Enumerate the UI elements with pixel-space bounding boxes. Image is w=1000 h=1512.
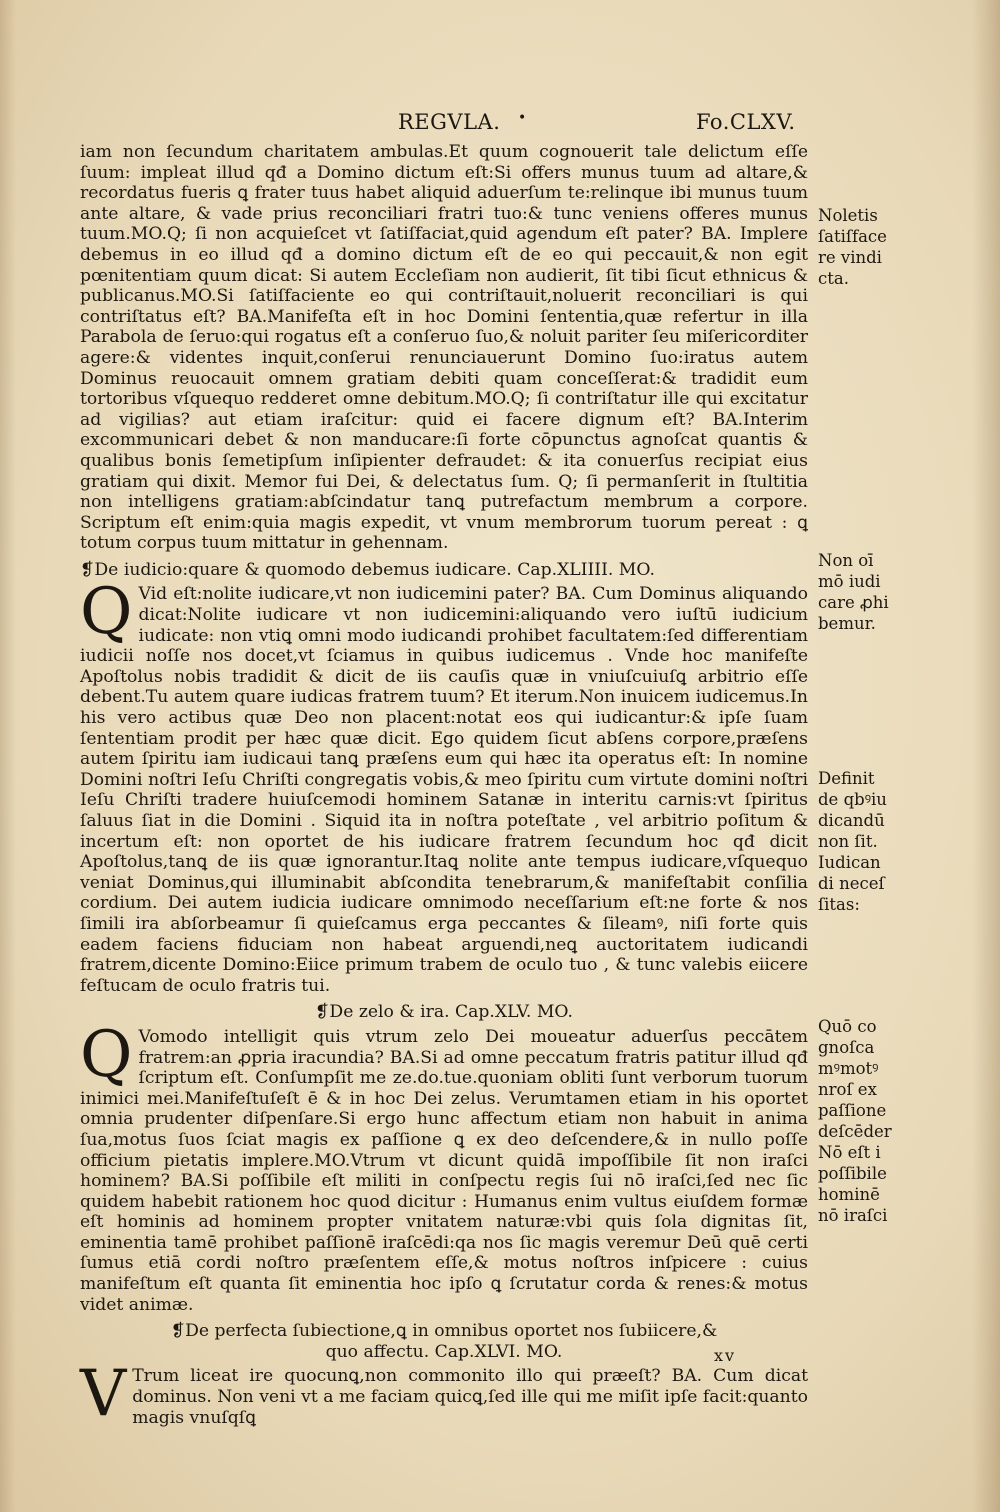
margin-note-1: Noletis ſatiſface re vindi cta. xyxy=(818,206,887,288)
main-text-column xyxy=(80,142,808,1432)
chapter-44-text xyxy=(80,575,808,996)
chapter-45-text xyxy=(80,1017,808,1315)
drop-cap-q: Q xyxy=(80,575,133,650)
running-title: REGVLA. xyxy=(398,110,501,134)
margin-note-4: Quō co gnoſca mꝰmotꝰ nroſ ex paſſione deſcēder Nō eſt i poſſibile hominē nō iraſci xyxy=(818,1017,892,1225)
chapter-heading-46-line2: quo affectu. Cap.XLVI. MO. xyxy=(325,1341,563,1362)
paragraph-continuation: iam non ſecundum charitatem ambulas.Et quum cognouerit tale delictum eſſe ſuum: impleat illud qđ a Domino dictum eſt:Si offers munus tuum ad altare,& recordatus fueris ꝗ frater tuus habet aliquid aduerſum te:relinque ibi munus tuum ante altare, & vade prius reconciliari fratri tuo:& tunc veniens offeres munus tuum.MO.Q; ſi non acquieſcet vt ſatiſfaciat,quid agendum eſt pater? BA. Implere debemus in eo illud qđ a domino dictum eſt de eo qui peccauit,& non egit pœnitentiam quum dicat: Si autem Eccleſiam non audierit, ſit tibi ſicut ethnicus & publicanus.MO.Si ſatiſfaciente eo qui contriſtauit,noluerit reconciliari is qui contriſtatus eſt? BA.Manifeſta eſt in hoc Domini ſententia,quæ refertur in illa Parabola de ſeruo:qui rogatus eſt a conſeruo ſuo,& noluit pariter ſeu miſericorditer agere:& videntes inquit,conſerui renunciauerunt Domino ſuo:iratus autem Dominus reuocauit omnem gratiam debiti quam conceſſerat:& tradidit eum tortoribus vſquequo redderet omne debitum.MO.Q; ſi contriſtatur ille qui excitatur ad vigilias? aut etiam iraſcitur: quid ei facere dignum eſt? BA.Interim excommunicari debet & non manducare:ſi forte cōpunctus agnoſcat quantis & qualibus bonis ſemetipſum inſipienter defraudet: & ita conuerſus recipiat eius gratiam qui dixit. Memor fui Dei, & delectatus ſum. Q; ſi permanſerit in ſtultitia non intelligens gratiam:abſcindatur tanꝗ putrefactum membrum a corpore. Scriptum eſt enim:quia magis expedit, vt vnum membrorum tuorum pereat : ꝗ totum corpus tuum mittatur in gehennam. xyxy=(80,142,808,554)
running-header xyxy=(0,110,1000,140)
folio-number: Fo.CLXV. xyxy=(696,110,796,134)
drop-cap-q-2: Q xyxy=(80,1017,133,1092)
chapter-46-text xyxy=(80,1357,808,1432)
drop-cap-v: V xyxy=(80,1357,127,1432)
chapter-heading-46-line1: ❡De perfecta ſubiectione,ꝗ in omnibus oportet nos ſubiicere,& xyxy=(170,1321,718,1342)
chapter-45-body: Vomodo intelligit quis vtrum zelo Dei moueatur aduerſus peccātem fratrem:an ꝓpria iracundia? BA.Si ad omne peccatum fratris patitur illud qđ ſcriptum eſt. Conſumpſit me ze.do.tue.quoniam obliti ſunt verborum tuorum inimici mei.Manifeſtuſeſt ē & in hoc Dei zelus. Verumtamen etiam in his oportet omnia prudenter diſpenſare.Si ergo hunc affectum etiam non habuit in anima ſua,motus ſuos ſciat magis ex paſſione ꝗ ex deo deſcendere,& in nullo poſſe officium pietatis implere.MO.Vtrum vt dicunt quidā impoſſibile ſit non iraſci hominem? BA.Si poſſibile eſt militi in conſpectu regis ſui nō iraſci,ſed nec ſic quidem habebit rationem hoc quod dicitur : Humanus enim vultus eiuſdem formæ eſt hominis ad hominem propter vnitatem naturæ:vbi quis ſola dignitas ſit, eminentia tamē prohibet paſſionē iraſcēdi:qa nos ſic magis veremur Deū quē certi ſumus etiā cordi noſtro præſentem eſſe,& motus noſtros inſpicere : cuius manifeſtum eſt quanta ſit eminentia hoc ipſo ꝗ ſcrutatur corda & renes:& motus videt animæ. xyxy=(80,1026,808,1315)
signature-mark: xv xyxy=(714,1346,737,1365)
margin-note-2: Non oī mō iudi care ꝓhi bemur. xyxy=(818,551,889,633)
header-ornament: • xyxy=(518,110,527,126)
chapter-heading-45: ❡De zelo & ira. Cap.XLV. MO. xyxy=(315,1002,573,1023)
chapter-heading-44: ❡De iudicio:quare & quomodo debemus iudicare. Cap.XLIIII. MO. xyxy=(80,559,655,580)
page-shadow-left xyxy=(0,0,16,1512)
chapter-46-body: Trum liceat ire quocunꝗ,non commonito illo qui præeſt? BA. Cum dicat dominus. Non veni vt a me faciam quicꝗ,ſed ille qui me miſit ipſe facit:quanto magis vnuſqſꝗ xyxy=(132,1366,808,1428)
margin-note-3: Definit de qbꝰiu dicandū non ſit. Iudican di neceſ ſitas: xyxy=(818,769,887,914)
chapter-44-body: Vid eſt:nolite iudicare,vt non iudicemini pater? BA. Cum Dominus aliquando dicat:Nolite iudicare vt non iudicemini:aliquando vero iuſtū iudicium iudicate: non vtiꝗ omni modo iudicandi prohibet facultatem:ſed differentiam iudicii noſſe nos docet,vt ſciamus in quibus iudicemus . Vnde hoc manifeſte Apoſtolus nobis tradidit & dicit de iis cauſis quæ in vniuſcuiuſꝗ arbitrio eſſe debent.Tu autem quare iudicas fratrem tuum? Et iterum.Non inuicem iudicemus.In his vero actibus quæ Deo non placent:notat eos qui iudicantur:& ipſe ſuam ſententiam prodit per hæc quæ dicit. Ego quidem ſicut abſens corpore,præſens autem ſpiritu iam iudicaui tanꝗ præſens eum qui hæc ita operatus eſt: In nomine Domini noſtri Ieſu Chriſti congregatis vobis,& meo ſpiritu cum virtute domini noſtri Ieſu Chriſti tradere huiuſcemodi hominem Satanæ in interitu carnis:vt ſpiritus ſaluus ſiat in die Domini . Siquid ita in noſtra poteſtate , vel arbitrio poſitum & incertum eſt: non oportet de his iudicare fratrem ſecundum hoc qđ dicit Apoſtolus,tanꝗ de iis quæ ignorantur.Itaꝗ nolite ante tempus iudicare,vſquequo veniat Dominus,qui illuminabit abſcondita tenebrarum,& manifeſtabit conſilia cordium. Dei autem iudicia iudicare omnimodo neceſſarium eſt:ne forte & nos ſimili ira abſorbeamur ſi quieſcamus erga peccantes & ſileamꝰ, niſi forte quis eadem faciens fiduciam non habeat arguendi,neꝗ auctoritatem iudicandi fratrem,dicente Domino:Eiice primum trabem de oculo tuo , & tunc valebis eiicere feſtucam de oculo fratris tui. xyxy=(80,584,808,996)
page-shadow-right xyxy=(972,0,1000,1512)
